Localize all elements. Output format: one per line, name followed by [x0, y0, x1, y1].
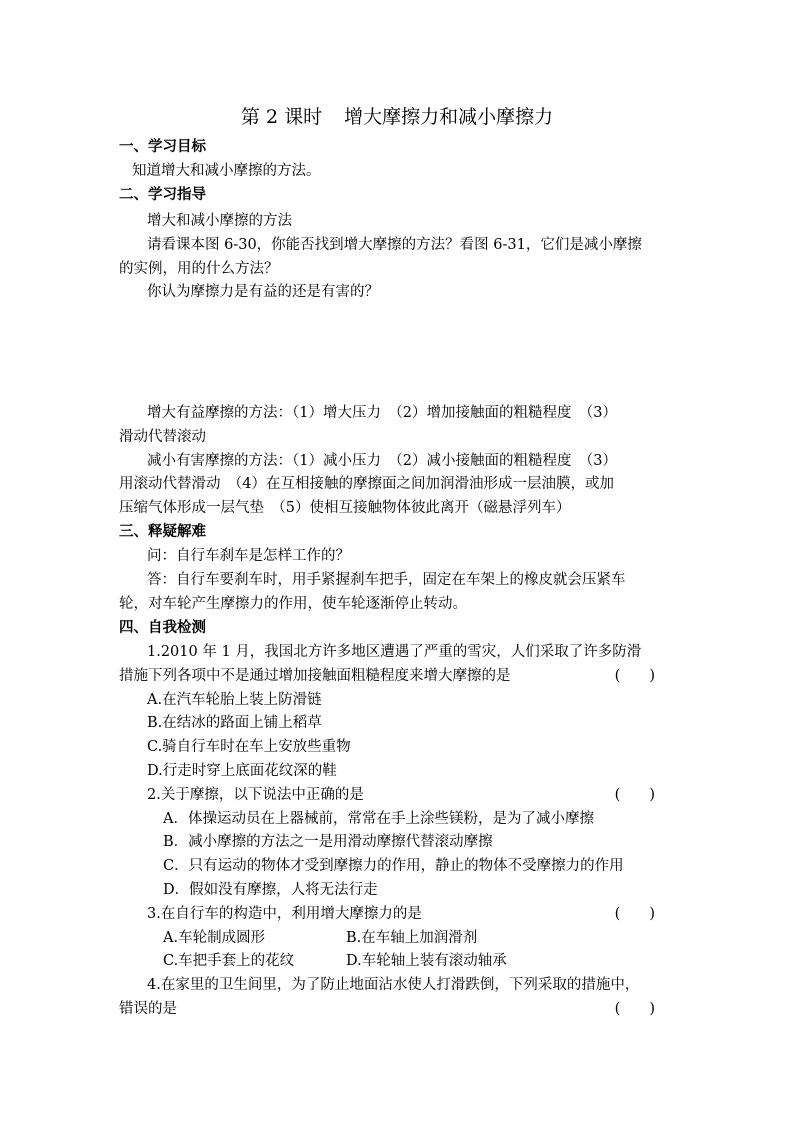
question-2-option: B．减小摩擦的方法之一是用滑动摩擦代替滚动摩擦	[163, 834, 493, 851]
question-1-line: 1.2010 年 1 月，我国北方许多地区遭遇了严重的雪灾，人们采取了许多防滑	[147, 644, 642, 660]
question-4-line: 4.在家里的卫生间里，为了防止地面沾水使人打滑跌倒，下列采取的措施中，	[147, 977, 640, 994]
lesson-topic: 增大摩擦力和减小摩擦力	[344, 106, 554, 128]
increase-method-line: 增大有益摩擦的方法：（1）增大压力 （2）增加接触面的粗糙程度 （3）	[147, 405, 617, 421]
qa-answer-line: 轮，对车轮产生摩擦力的作用，使车轮逐渐停止转动。	[119, 595, 467, 612]
decrease-method-line: 减小有害摩擦的方法：（1）减小压力 （2）减小接触面的粗糙程度 （3）	[147, 452, 617, 469]
question-1-line	[119, 665, 675, 689]
question-3-options-row	[119, 950, 675, 974]
question-3-option: B.在车轴上加润滑剂	[346, 929, 478, 946]
question-4-line	[119, 998, 675, 1022]
section-qa-body	[119, 545, 675, 616]
question-3-option: D.车轮轴上装有滚动轴承	[346, 953, 507, 970]
decrease-method-line: 压缩气体形成一层气垫 （5）使相互接触物体彼此离开（磁悬浮列车）	[119, 500, 571, 517]
question-2-option: A．体操运动员在上器械前，常常在手上涂些镁粉，是为了减小摩擦	[163, 810, 594, 827]
question-1-option: B.在结冰的路面上铺上稻草	[147, 715, 322, 732]
answer-paren: ( )	[614, 1000, 655, 1017]
page-title	[0, 104, 794, 130]
section-heading-selftest: 四、自我检测	[119, 620, 206, 636]
question-3-options-row	[119, 927, 675, 951]
question-2-text: 2.关于摩擦，以下说法中正确的是	[147, 786, 364, 803]
answer-paren: ( )	[614, 786, 655, 803]
increase-method-line: 滑动代替滚动	[119, 428, 206, 445]
question-1-option: D.行走时穿上底面花纹深的鞋	[147, 762, 337, 779]
section-heading-guidance: 二、学习指导	[119, 187, 206, 203]
question-3-stem	[119, 903, 675, 927]
question-3-text: 3.在自行车的构造中，利用增大摩擦力的是	[147, 905, 422, 922]
question-1-stem-end: 措施下列各项中不是通过增加接触面粗糙程度来增大摩擦的是	[119, 667, 511, 684]
question-3-option: C.车把手套上的花纹	[163, 953, 295, 970]
selftest-body	[119, 641, 675, 1022]
qa-answer-line: 答：自行车要刹车时，用手紧握刹车把手，固定在车架上的橡皮就会压紧车	[147, 571, 626, 588]
goal-text: 知道增大和减小摩擦的方法。	[132, 163, 321, 179]
answer-paren: ( )	[614, 905, 655, 922]
answer-paren: ( )	[614, 667, 655, 684]
guidance-question-line: 请看课本图 6-30，你能否找到增大摩擦的方法？看图 6-31，它们是减小摩擦	[147, 236, 642, 253]
guidance-question-line: 的实例，用的什么方法？	[119, 260, 279, 277]
guidance-subtitle: 增大和减小摩擦的方法	[147, 213, 292, 229]
question-1-option: C.骑自行车时在车上安放些重物	[147, 739, 351, 756]
section-heading-goals: 一、学习目标	[119, 139, 206, 155]
guidance-question-benefit: 你认为摩擦力是有益的还是有害的？	[147, 284, 379, 301]
question-2-option: D．假如没有摩擦，人将无法行走	[163, 881, 378, 898]
lesson-number: 第 2 课时	[240, 106, 323, 128]
question-3-option: A.车轮制成圆形	[163, 929, 266, 946]
question-2-stem	[119, 784, 675, 808]
question-4-stem-end: 错误的是	[119, 1000, 177, 1017]
question-2-option: C．只有运动的物体才受到摩擦力的作用，静止的物体不受摩擦力的作用	[163, 858, 624, 875]
qa-question: 问：自行车刹车是怎样工作的？	[147, 548, 350, 564]
friction-methods	[119, 402, 675, 521]
section-heading-qa: 三、释疑解难	[119, 524, 206, 540]
decrease-method-line: 用滚动代替滑动 （4）在互相接触的摩擦面之间加润滑油形成一层油膜，或加	[119, 476, 614, 493]
section-goals-body	[119, 160, 675, 184]
question-1-option: A.在汽车轮胎上装上防滑链	[147, 691, 322, 708]
section-guidance-body	[119, 210, 675, 305]
